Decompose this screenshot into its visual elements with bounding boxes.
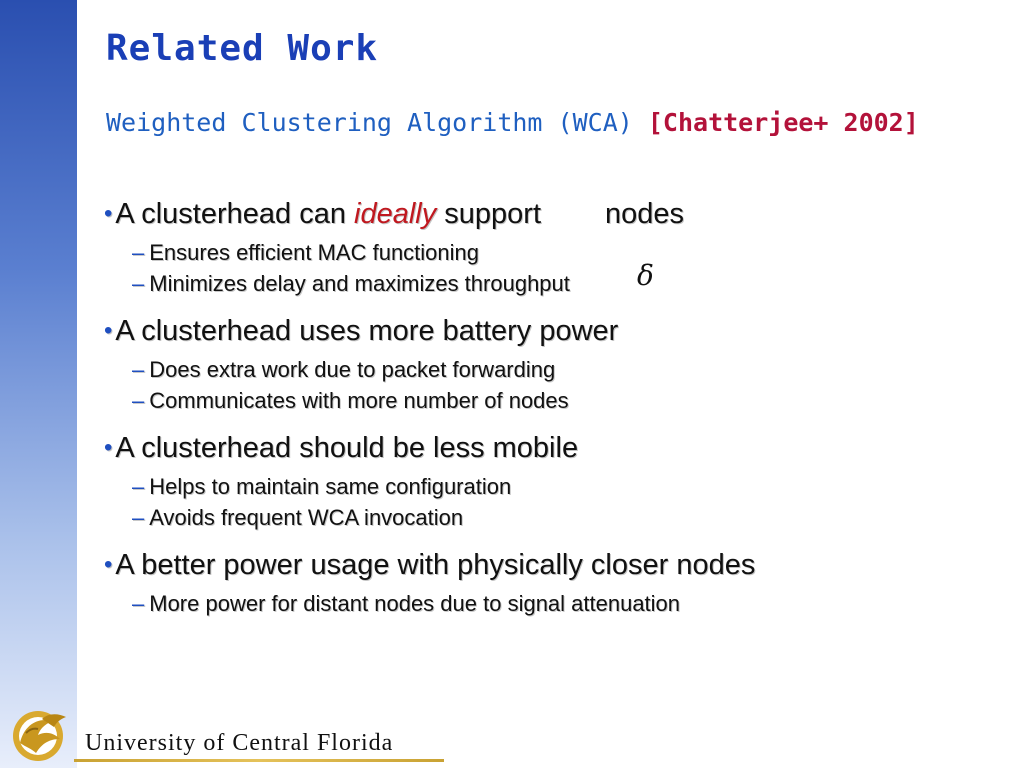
delta-symbol: δ xyxy=(637,259,654,292)
dash-marker: – xyxy=(132,474,145,499)
sub-item-text: Communicates with more number of nodes xyxy=(149,388,569,413)
bullet-emphasis: ideally xyxy=(354,198,437,230)
sub-item xyxy=(132,268,1004,299)
bullet-item xyxy=(104,430,1004,466)
pegasus-logo-icon xyxy=(8,703,72,765)
bullet-list xyxy=(104,196,1004,633)
bullet-marker: • xyxy=(104,551,113,578)
bullet-item xyxy=(104,196,1004,232)
bullet-item xyxy=(104,313,1004,349)
sub-item-text: Helps to maintain same configuration xyxy=(149,474,512,499)
bullet-marker: • xyxy=(104,434,113,461)
dash-marker: – xyxy=(132,271,145,296)
dash-marker: – xyxy=(132,388,145,413)
sub-item-text: Avoids frequent WCA invocation xyxy=(149,505,464,530)
bullet-text-nodes: nodes xyxy=(605,198,685,230)
sub-item xyxy=(132,354,1004,385)
dash-marker: – xyxy=(132,505,145,530)
sub-list xyxy=(132,237,1004,299)
sub-item xyxy=(132,385,1004,416)
bullet-text: A clusterhead uses more battery power xyxy=(115,315,619,347)
bullet-item xyxy=(104,547,1004,583)
sub-list xyxy=(132,354,1004,416)
dash-marker: – xyxy=(132,240,145,265)
bullet-marker: • xyxy=(104,317,113,344)
subtitle-text: Weighted Clustering Algorithm (WCA) xyxy=(106,108,633,137)
sub-item xyxy=(132,588,1004,619)
slide-title: Related Work xyxy=(106,28,379,69)
dash-marker: – xyxy=(132,591,145,616)
sub-item xyxy=(132,471,1004,502)
sub-item-text: Does extra work due to packet forwarding xyxy=(149,357,556,382)
sub-list xyxy=(132,471,1004,533)
bullet-text: A better power usage with physically closer nodes xyxy=(115,549,756,581)
slide-subtitle xyxy=(106,108,919,137)
sub-item-text: Ensures efficient MAC functioning xyxy=(149,240,480,265)
bullet-text-pre: A clusterhead can xyxy=(115,198,355,230)
sub-item xyxy=(132,502,1004,533)
sub-list xyxy=(132,588,1004,619)
sub-item-text: More power for distant nodes due to signal attenuation xyxy=(149,591,681,616)
university-name: University of Central Florida xyxy=(85,730,394,756)
bullet-text: A clusterhead should be less mobile xyxy=(115,432,579,464)
dash-marker: – xyxy=(132,357,145,382)
left-gradient-bar xyxy=(0,0,77,768)
citation: [Chatterjee+ 2002] xyxy=(647,108,919,137)
footer-divider xyxy=(74,759,444,762)
sub-item xyxy=(132,237,1004,268)
sub-item-text: Minimizes delay and maximizes throughput xyxy=(149,271,570,296)
bullet-text-support: support xyxy=(436,198,542,230)
bullet-marker: • xyxy=(104,200,113,227)
